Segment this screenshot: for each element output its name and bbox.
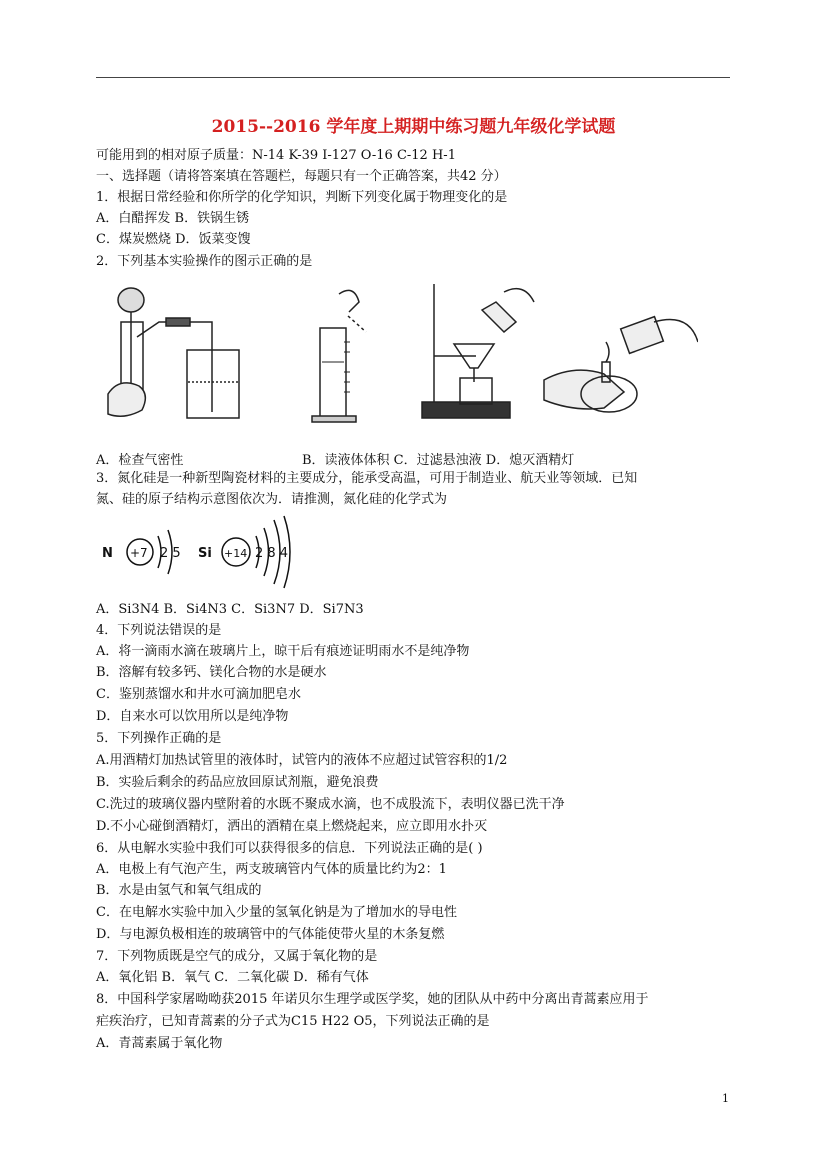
- q2-lab-figure: [104, 282, 698, 432]
- si-nucleus: +14: [224, 547, 248, 560]
- page-title: 2015--2016 学年度上期期中练习题九年级化学试题: [211, 117, 616, 137]
- q5-option-b: B．实验后剩余的药品应放回原试剂瓶，避免浪费: [96, 775, 379, 790]
- airtightness-check-drawing: [108, 288, 239, 418]
- q8-stem-line2: 疟疾治疗，已知青蒿素的分子式为C15 H22 O5，下列说法正确的是: [96, 1014, 490, 1029]
- q2-option-a: A．检查气密性: [96, 453, 184, 468]
- q1-stem: 1．根据日常经验和你所学的化学知识，判断下列变化属于物理变化的是: [96, 190, 508, 205]
- q5-option-a: A.用酒精灯加热试管里的液体时，试管内的液体不应超过试管容积的1/2: [96, 753, 508, 768]
- q3-options: A．Si3N4 B．Si4N3 C．Si3N7 D．Si7N3: [96, 602, 364, 617]
- read-liquid-volume-drawing: [312, 290, 366, 422]
- q5-option-d: D.不小心碰倒酒精灯，洒出的酒精在桌上燃烧起来，应立即用水扑灭: [96, 819, 488, 834]
- q1-options-ab: A．白醋挥发 B．铁锅生锈: [96, 211, 250, 226]
- atomic-masses: 可能用到的相对原子质量：N-14 K-39 I-127 O-16 C-12 H-1: [96, 148, 456, 163]
- q8-option-a: A．青蒿素属于氧化物: [96, 1036, 223, 1051]
- q7-stem: 7．下列物质既是空气的成分，又属于氧化物的是: [96, 949, 378, 964]
- n-symbol: N: [102, 546, 113, 561]
- q6-stem: 6．从电解水实验中我们可以获得很多的信息．下列说法正确的是( ): [96, 841, 483, 856]
- q8-stem-line1: 8．中国科学家屠呦呦获2015 年诺贝尔生理学或医学奖，她的团队从中药中分离出青蒿素应用于: [96, 992, 649, 1007]
- n-nucleus: +7: [130, 546, 148, 560]
- header-rule: [96, 77, 730, 78]
- si-symbol: Si: [198, 546, 212, 561]
- atomic-structure-diagrams: [98, 512, 298, 592]
- filtration-drawing: [422, 284, 534, 418]
- q1-options-cd: C．煤炭燃烧 D．饭菜变馊: [96, 232, 251, 247]
- q4-option-a: A．将一滴雨水滴在玻璃片上，晾干后有痕迹证明雨水不是纯净物: [96, 644, 470, 659]
- q2-options-bcd: B．读液体体积 C．过滤悬浊液 D．熄灭酒精灯: [302, 453, 575, 468]
- q5-stem: 5．下列操作正确的是: [96, 731, 222, 746]
- q6-option-a: A．电极上有气泡产生，两支玻璃管内气体的质量比约为2：1: [96, 862, 447, 877]
- q3-stem-line1: 3．氮化硅是一种新型陶瓷材料的主要成分，能承受高温，可用于制造业、航天业等领域．已知: [96, 471, 638, 486]
- extinguish-lamp-drawing: [544, 317, 698, 412]
- q5-option-c: C.洗过的玻璃仪器内壁附着的水既不聚成水滴，也不成股流下，表明仪器已洗干净: [96, 797, 565, 812]
- q3-stem-line2: 氮、硅的原子结构示意图依次为．请推测，氮化硅的化学式为: [96, 492, 448, 507]
- q7-options: A．氧化铝 B．氧气 C．二氧化碳 D．稀有气体: [96, 970, 369, 985]
- q4-option-d: D．自来水可以饮用所以是纯净物: [96, 709, 289, 724]
- n-shells: 2 5: [160, 546, 181, 561]
- q2-stem: 2．下列基本实验操作的图示正确的是: [96, 254, 313, 269]
- section-heading: 一、选择题（请将答案填在答题栏，每题只有一个正确答案，共42 分）: [96, 169, 507, 184]
- q6-option-b: B．水是由氢气和氧气组成的: [96, 883, 262, 898]
- q4-stem: 4．下列说法错误的是: [96, 623, 222, 638]
- page-number: 1: [722, 1092, 729, 1105]
- q6-option-c: C．在电解水实验中加入少量的氢氧化钠是为了增加水的导电性: [96, 905, 457, 920]
- q4-option-b: B．溶解有较多钙、镁化合物的水是硬水: [96, 665, 327, 680]
- si-shells: 2 8 4: [255, 546, 289, 561]
- q6-option-d: D．与电源负极相连的玻璃管中的气体能使带火星的木条复燃: [96, 927, 445, 942]
- q4-option-c: C．鉴别蒸馏水和井水可滴加肥皂水: [96, 687, 301, 702]
